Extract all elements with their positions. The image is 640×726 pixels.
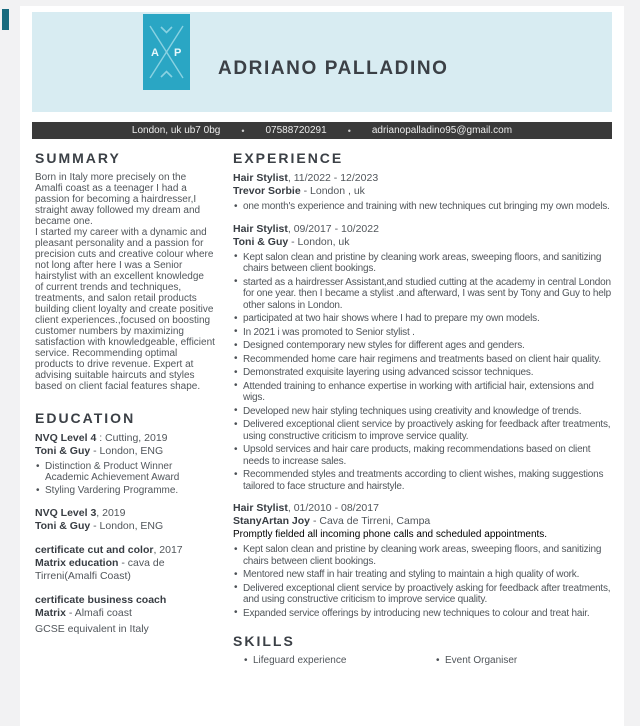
education-degree: NVQ Level 4 [35,432,97,444]
job-company: Trevor Sorbie [233,185,301,197]
education-school-line [35,520,215,533]
education-heading: EDUCATION [35,410,136,426]
job-title: Hair Stylist [233,172,288,184]
page-edge-mark [2,9,9,30]
job-company-detail: - Cava de Tirreni, Campa [310,515,431,527]
job-bullet: • one month's experience and training with new techniques cut bringing my own models. [233,201,612,213]
education-school-detail: - Almafi coast [65,607,132,619]
education-degree-detail: , 2019 [96,507,126,519]
resume-header [32,12,612,112]
education-school: Toni & Guy [35,520,91,532]
job-bullet: • Upsold services and hair care products, making recommendations based on client needs to increase sales. [233,444,612,467]
candidate-name: ADRIANO PALLADINO [218,58,449,79]
job-bullet-list [233,544,612,619]
contact-separator-dot: • [347,125,351,136]
column-gap [215,150,233,667]
education-degree: certificate business coach [35,594,167,606]
education-entry [35,594,215,636]
education-school-line [35,607,215,620]
job-company-detail: - London, uk [288,235,350,248]
education-degree-detail: , 2017 [153,544,183,556]
job-bullet: • Mentored new staff in hair treating and styling to maintain a high quality of work. [233,569,612,581]
monogram-logo-svg [143,14,190,90]
education-school-line [35,557,215,583]
education-bullet: • Styling Vardering Programme. [35,485,215,496]
education-degree-line [35,507,215,520]
logo-letter-p: P [174,47,182,59]
job-bullet: • Recommended home care hair regimens and treatments based on client hair quality. [233,354,612,366]
job-bullet: • started as a hairdresser Assistant,and studied cutting at the academy in central London for one year. then I became a stylist .and afterward, I was sent by Tony and Guy to help other salons in London. [233,277,612,312]
contact-separator-dot: • [241,125,245,136]
education-entry [35,544,215,583]
job-bullet: • Developed new hair styling techniques using creativity and knowledge of trends. [233,406,612,418]
summary-paragraph: I started my career with a dynamic and pleasant personality and a passion for precision cuts and creative colour where not long after here I was a Senior hairstylist with an excellent knowledge of current trends and techniques, treatments, and salon retail products building client loyalty and create positive client experiences.,focused on boosting customer numbers by maximizing satisfaction with knowledgeable, efficient service. Recommending optimal products to drive revenue. Expert at advising suitable haircuts and styles based on client facial features shape. [35,227,215,392]
education-bullet-list [35,461,215,496]
contact-phone: 07588720291 [265,125,327,136]
job-bullet-list [233,252,612,493]
skill-item: • Event Organiser [435,655,517,667]
job-company: Toni & Guy [233,235,289,248]
job-title-line [233,172,612,185]
job-dates: , 11/2022 - 12/2023 [287,172,379,184]
job-company-detail: - London , uk [300,185,365,197]
education-bullet: • Distinction & Product Winner Academic Achievement Award [35,461,215,483]
right-column [233,150,612,667]
job-bullet: • Kept salon clean and pristine by cleaning work areas, sweeping floors, and sanitizing chairs between client bookings. [233,252,612,275]
education-school: Matrix [35,607,66,619]
contact-bar [32,122,612,139]
education-school-detail: - London, ENG [90,520,164,532]
resume-body [20,150,624,667]
job-bullet: • Demonstrated exquisite layering using advanced scissor techniques. [233,367,612,379]
summary-paragraph: Born in Italy more precisely on the Amalfi coast as a teenager I had a passion for becoming a hairdresser,I straight away followed my dream and became one. [35,172,201,227]
left-column [35,150,215,667]
education-school: Matrix education [35,557,119,569]
job-bullet: • Attended training to enhance expertise in working with artificial hair, extensions and wigs. [233,381,612,404]
job-dates: , 01/2010 - 08/2017 [287,502,379,514]
job-bullet: • Expanded service offerings by introducing new techniques to colour and treat hair. [233,608,612,620]
education-degree-line [35,594,215,607]
job-bullet: • In 2021 i was promoted to Senior stylist . [233,327,612,339]
education-entry [35,507,215,533]
job-bullet-list [233,201,612,213]
job-bullet: • participated at two hair shows where I had to prepare my own models. [233,313,612,325]
education-school-line [35,445,215,458]
contact-email[interactable]: adrianopalladino95@gmail.com [371,125,513,136]
job-bullet: • Delivered exceptional client service by proactively asking for feedback after treatments, and using constructive criticism to improve service quality. [233,583,612,606]
job-title: Hair Stylist [233,502,288,514]
job-company-line [233,185,612,198]
education-degree: NVQ Level 3 [35,507,97,519]
job-title-line [233,502,612,515]
skills-list [233,655,612,667]
education-entry [35,432,215,496]
contact-location: London, uk ub7 0bg [131,125,221,136]
job-company-line [233,515,612,528]
experience-heading: EXPERIENCE [233,150,344,166]
education-school-detail: - London, ENG [90,445,164,457]
education-school-detail: - cava de Tirreni(Amalfi Coast) [35,557,165,582]
job-bullet: • Designed contemporary new styles for different ages and genders. [233,340,612,352]
job-title: Hair Stylist [233,222,288,235]
job-entry [233,502,612,619]
education-note: GCSE equivalent in Italy [35,623,149,635]
job-company: StanyArtan Joy [233,515,311,527]
monogram-logo-icon [143,14,190,90]
job-entry [233,172,612,213]
job-bullet: • Delivered exceptional client service by proactively asking for feedback after treatments, using constructive criticism to improve service quality. [233,419,612,442]
job-company-line [233,236,612,249]
education-degree: certificate cut and color [35,544,154,556]
education-degree-detail: : Cutting, 2019 [96,432,168,444]
resume-page [20,6,624,726]
skills-heading: SKILLS [233,633,295,649]
education-degree-line [35,544,215,557]
skill-item: • Lifeguard experience [243,655,435,667]
job-title-line [233,223,612,236]
summary-heading: SUMMARY [35,150,121,166]
logo-letter-a: A [151,47,159,59]
job-entry [233,223,612,493]
job-bullet: • Kept salon clean and pristine by cleaning work areas, sweeping floors, and sanitizing chairs between client bookings. [233,544,612,567]
education-degree-line [35,432,215,445]
job-bullet: • Recommended styles and treatments according to client wishes, making suggestions tailored to face structure and hairstyle. [233,469,612,492]
job-intro: Promptly fielded all incoming phone calls and scheduled appointments. [233,529,548,540]
job-dates: , 09/2017 - 10/2022 [287,222,379,235]
education-school: Toni & Guy [35,445,91,457]
